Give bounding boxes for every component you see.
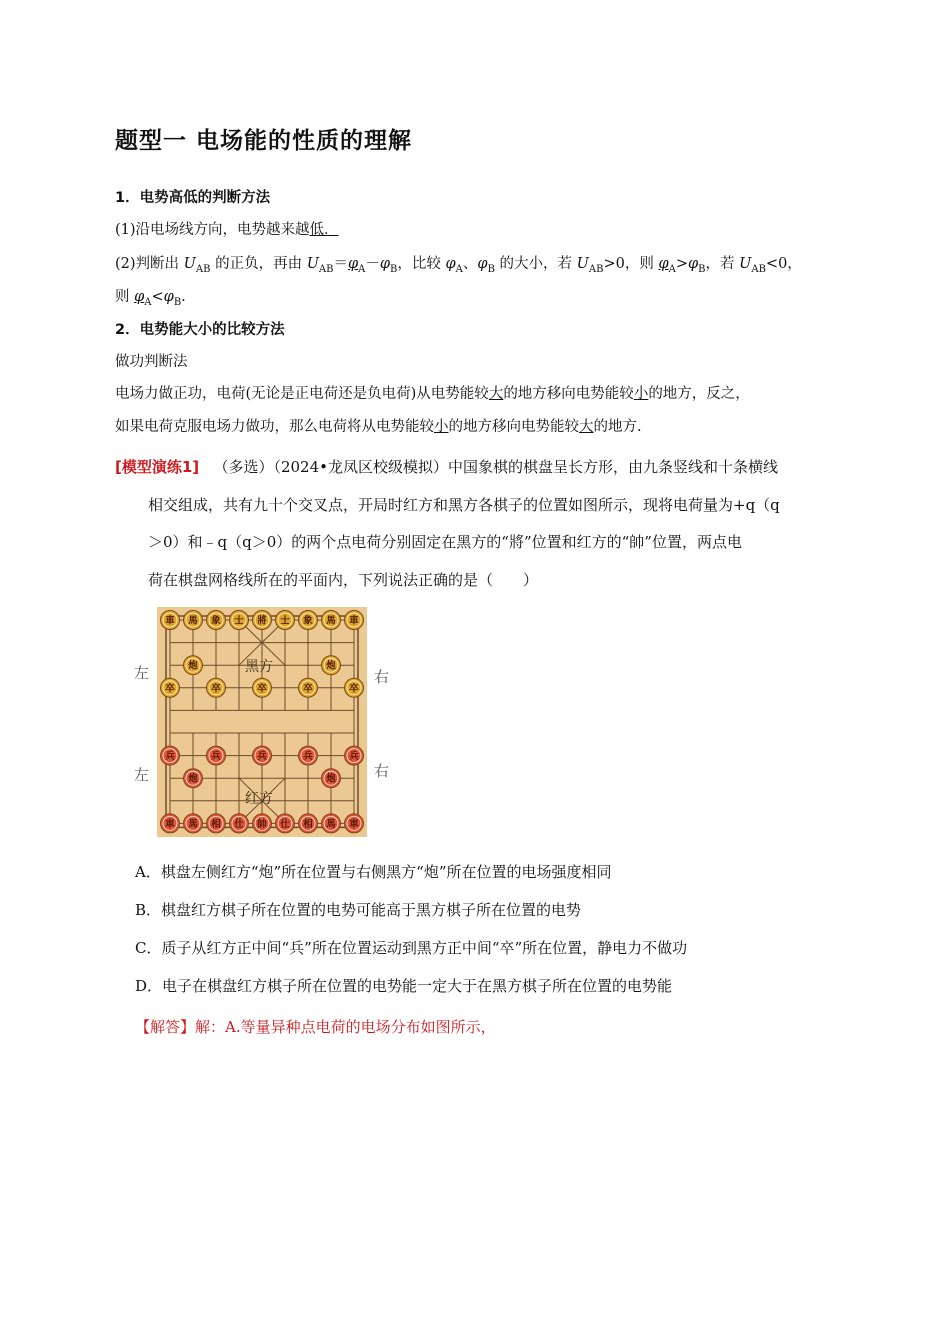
example-line1: [模型演练1] （多选）（2024•龙凤区校级模拟）中国象棋的棋盘呈长方形，由九条竖线和十条横线 (115, 458, 778, 476)
red-soldier-label: 兵 (349, 751, 359, 763)
section1-item1: (1)沿电场线方向，电势越来越低． (115, 222, 339, 238)
black-piece (299, 611, 318, 630)
option-c: C．质子从红方正中间“兵”所在位置运动到黑方正中间“卒”所在位置，静电力不做功 (135, 939, 688, 957)
red-cannon-label: 炮 (188, 773, 198, 785)
red-cannon (184, 769, 203, 788)
section1-heading: 1．电势高低的判断方法 (115, 190, 271, 206)
black-cannon-label: 炮 (326, 660, 336, 672)
black-piece-label: 車 (165, 615, 175, 627)
black-soldier (161, 678, 180, 697)
example-line2: 相交组成，共有九十个交叉点，开局时红方和黑方各棋子的位置如图所示，现将电荷量为+q（q (148, 496, 780, 514)
black-piece (345, 611, 364, 630)
label-right-bottom: 右 (374, 762, 390, 780)
section2-line1: 电场力做正功，电荷(无论是正电荷还是负电荷)从电势能较大的地方移向电势能较小的地方，反之， (115, 386, 750, 402)
label-right-top: 右 (374, 668, 390, 686)
red-piece-label: 馬 (188, 818, 198, 830)
red-soldier-label: 兵 (211, 751, 221, 763)
red-piece-label: 仕 (280, 818, 290, 830)
section1-item2-cont: 则 $\varphi_A<\varphi_B$. (115, 289, 186, 308)
black-cannon (184, 656, 203, 675)
option-b: B．棋盘红方棋子所在位置的电势可能高于黑方棋子所在位置的电势 (135, 901, 582, 919)
red-soldier (161, 746, 180, 765)
black-piece-label: 馬 (188, 615, 198, 627)
red-soldier (299, 746, 318, 765)
black-piece (184, 611, 203, 630)
black-soldier (345, 678, 364, 697)
red-soldier-label: 兵 (303, 751, 313, 763)
black-piece-label: 士 (234, 615, 244, 627)
black-soldier-label: 卒 (303, 683, 313, 695)
option-a: A．棋盘左侧红方“炮”所在位置与右侧黑方“炮”所在位置的电场强度相同 (135, 863, 612, 881)
red-piece (276, 814, 295, 833)
black-soldier-label: 卒 (165, 683, 175, 695)
red-side-label: 红方 (245, 790, 273, 807)
section2-line2: 如果电荷克服电场力做功，那么电荷将从电势能较小的地方移向电势能较大的地方. (115, 419, 642, 435)
black-soldier (253, 678, 272, 697)
chess-board (157, 607, 367, 837)
blank-low: 低． (309, 222, 339, 238)
red-soldier (253, 746, 272, 765)
black-piece (276, 611, 295, 630)
red-soldier-label: 兵 (165, 751, 175, 763)
black-cannon (322, 656, 341, 675)
red-piece-label: 仕 (234, 818, 244, 830)
answer (135, 1016, 496, 1037)
page-title: 题型一 电场能的性质的理解 (115, 128, 413, 154)
label-left-top: 左 (134, 664, 150, 682)
label-left-bottom: 左 (134, 766, 150, 784)
red-piece (253, 814, 272, 833)
black-piece-label: 象 (211, 615, 221, 627)
red-cannon-label: 炮 (326, 773, 336, 785)
red-piece (207, 814, 226, 833)
red-piece (230, 814, 249, 833)
black-piece (253, 611, 272, 630)
red-piece-label: 車 (349, 818, 359, 830)
red-piece-label: 相 (303, 818, 313, 830)
red-soldier (345, 746, 364, 765)
section1-item2: (2)判断出 $U_{AB}$ 的正负，再由 $U_{AB}=\varphi_A-\varphi_B$，比较 $\varphi_A$、$\varphi_B$ 的大小，若 $U_{AB}>0$，则 $\varphi_A>\varphi_B$，若 $U_{AB}<0$， (115, 256, 802, 275)
black-piece-label: 車 (349, 615, 359, 627)
example-line3: ＞0）和﹣q（q＞0）的两个点电荷分别固定在黑方的“將”位置和红方的“帥”位置，两点电 (148, 533, 742, 551)
red-piece (345, 814, 364, 833)
black-cannon-label: 炮 (188, 660, 198, 672)
black-piece (322, 611, 341, 630)
black-soldier (207, 678, 226, 697)
red-soldier-label: 兵 (257, 751, 267, 763)
red-piece (184, 814, 203, 833)
black-piece (207, 611, 226, 630)
answer-text: 解：A.等量异种点电荷的电场分布如图所示， (195, 1018, 496, 1036)
black-soldier-label: 卒 (257, 683, 267, 695)
section2-heading: 2．电势能大小的比较方法 (115, 322, 285, 338)
black-piece (161, 611, 180, 630)
red-piece-label: 車 (165, 818, 175, 830)
chess-board-figure (130, 606, 400, 838)
black-piece-label: 士 (280, 615, 290, 627)
red-piece-label: 帥 (257, 818, 267, 830)
example-tag: [模型演练1] (115, 458, 200, 476)
answer-tag: 【解答】 (135, 1018, 196, 1036)
black-piece (230, 611, 249, 630)
black-piece-label: 將 (257, 615, 267, 627)
red-piece (299, 814, 318, 833)
red-piece (322, 814, 341, 833)
red-soldier (207, 746, 226, 765)
black-soldier-label: 卒 (349, 683, 359, 695)
black-soldier-label: 卒 (211, 683, 221, 695)
black-piece-label: 馬 (326, 615, 336, 627)
example-line4: 荷在棋盘网格线所在的平面内，下列说法正确的是（ ） (148, 571, 539, 589)
section2-method: 做功判断法 (115, 354, 188, 370)
red-piece-label: 相 (211, 818, 221, 830)
red-cannon (322, 769, 341, 788)
black-piece-label: 象 (303, 615, 313, 627)
black-soldier (299, 678, 318, 697)
red-piece-label: 馬 (326, 818, 336, 830)
black-side-label: 黑方 (245, 659, 273, 676)
option-d: D．电子在棋盘红方棋子所在位置的电势能一定大于在黑方棋子所在位置的电势能 (135, 977, 673, 995)
red-piece (161, 814, 180, 833)
